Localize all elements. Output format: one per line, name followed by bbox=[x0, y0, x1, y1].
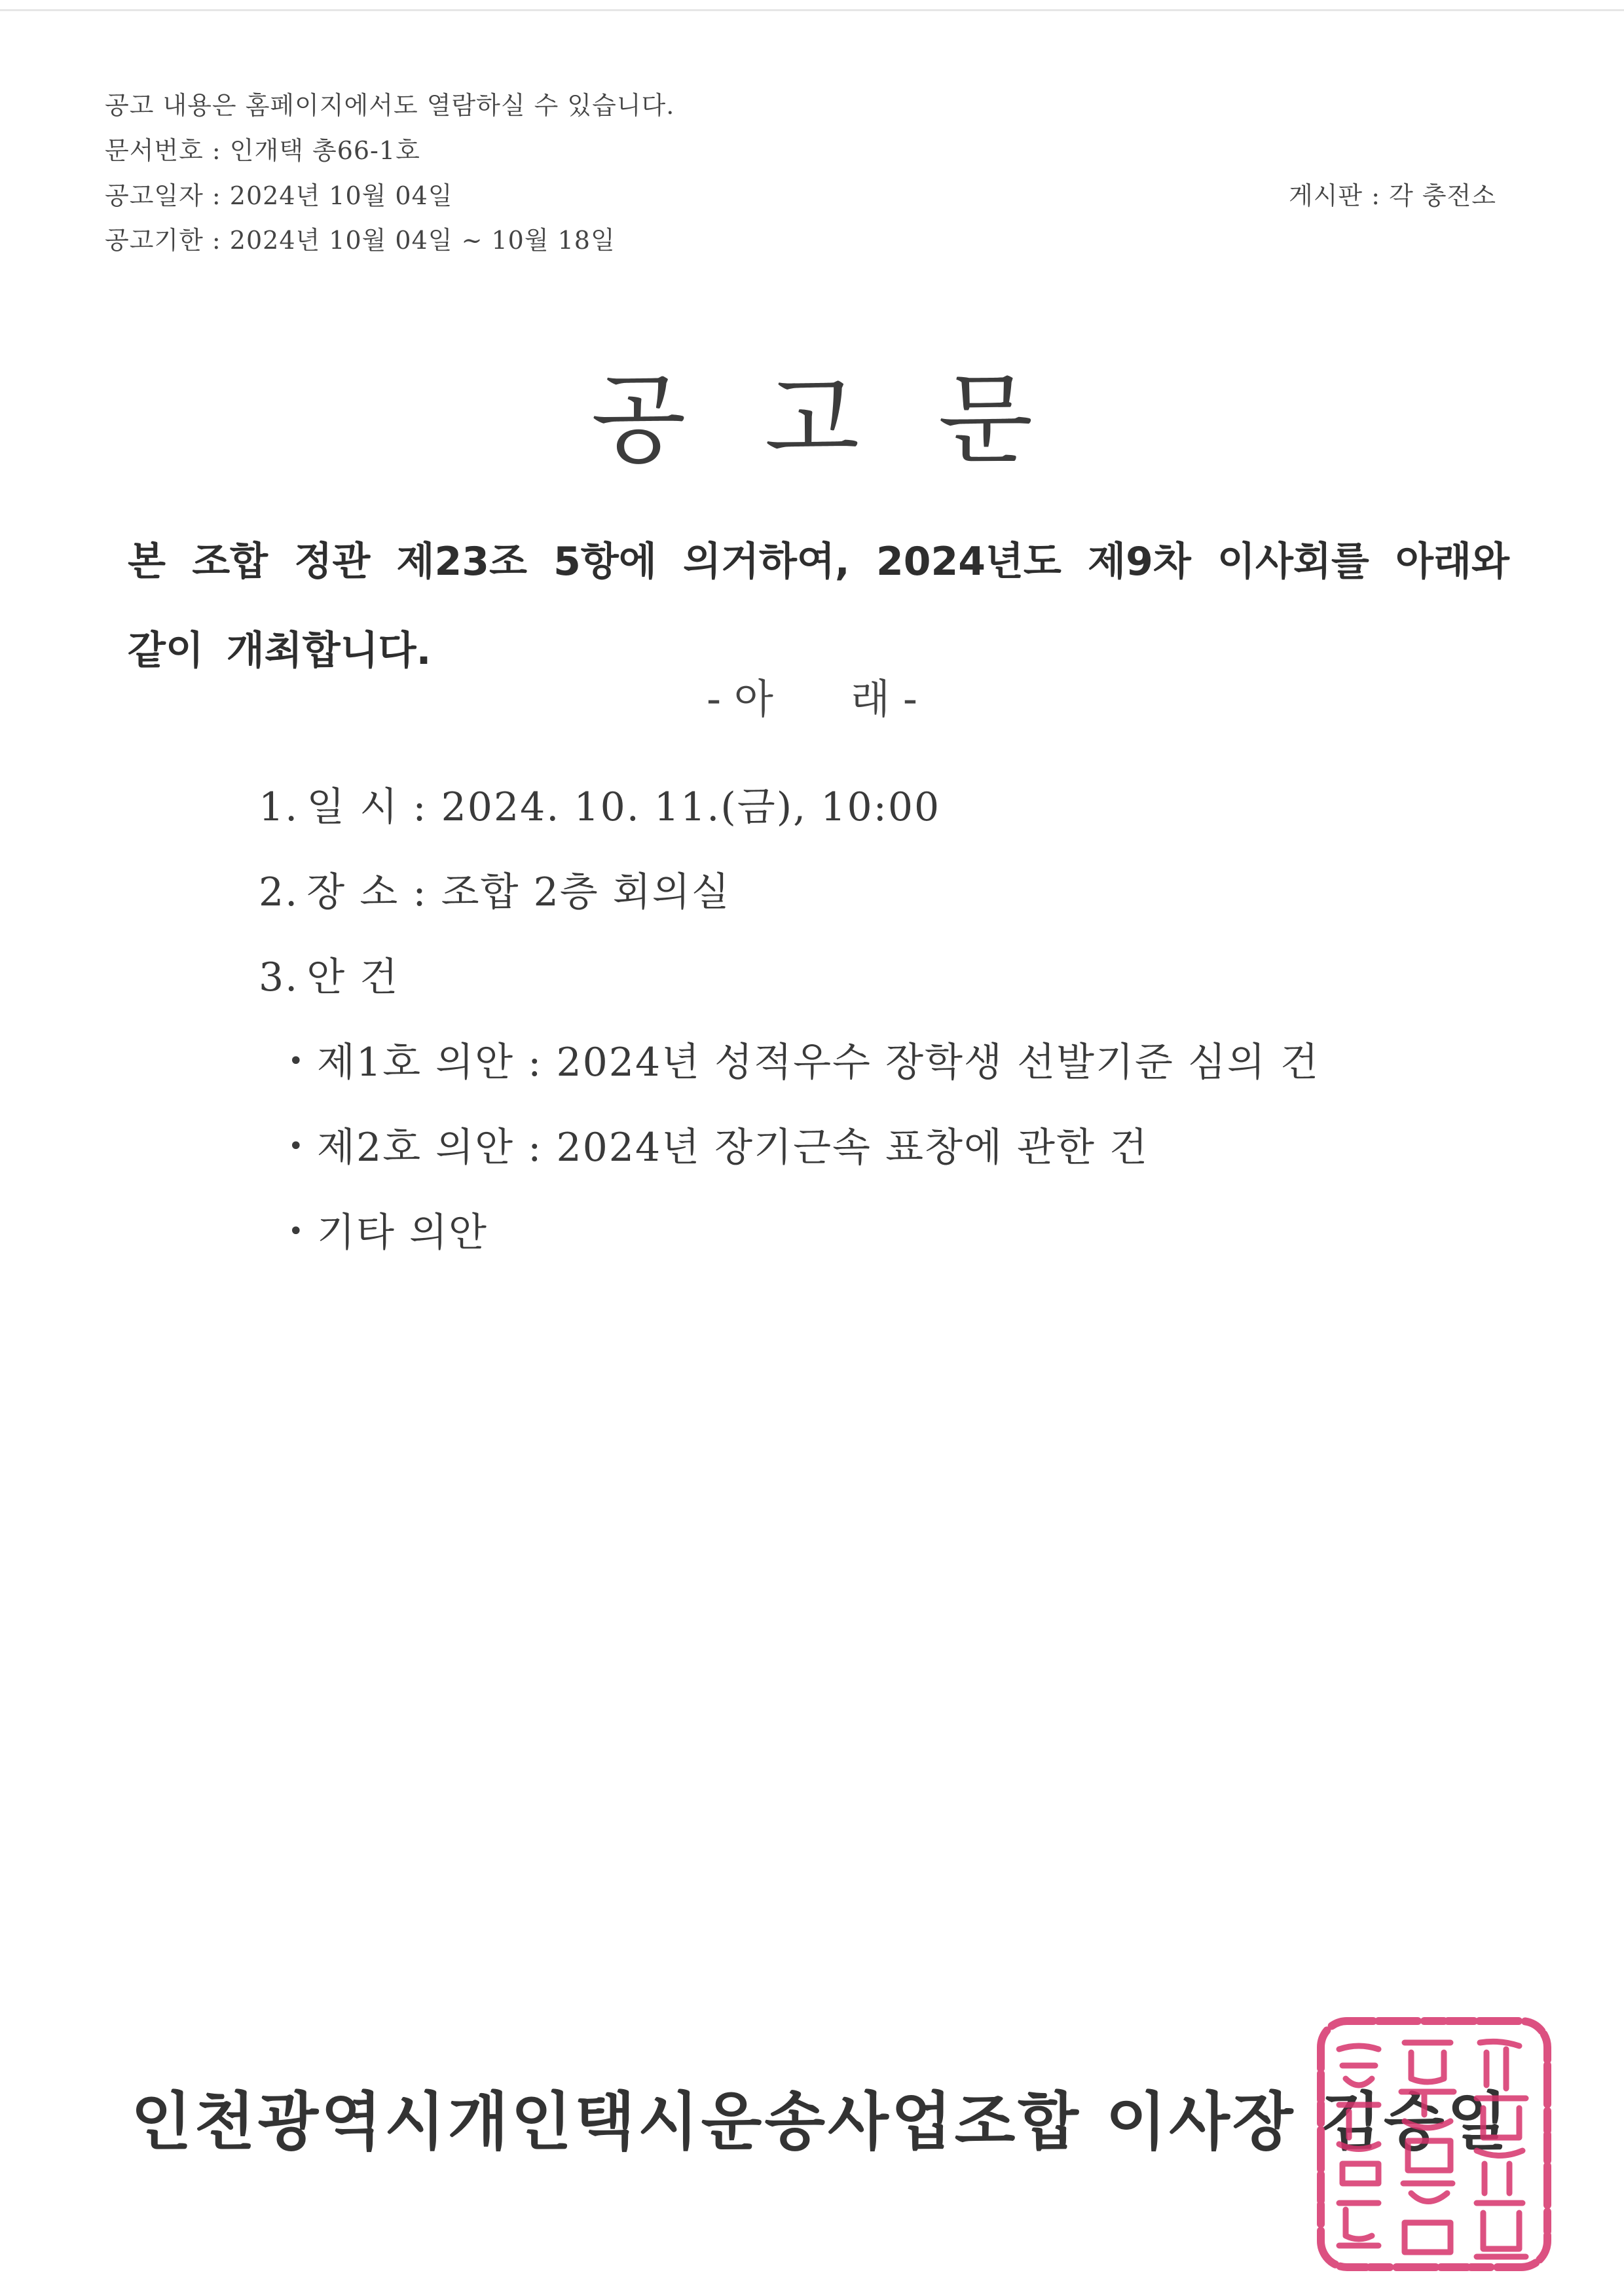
homepage-notice-line: 공고 내용은 홈페이지에서도 열람하실 수 있습니다. bbox=[105, 91, 675, 120]
agenda-item-1 bbox=[288, 1031, 1320, 1087]
agenda-item-3 bbox=[288, 1201, 488, 1258]
item-text: 안 건 bbox=[306, 955, 399, 1000]
below-heading: - 아 래 - bbox=[706, 675, 918, 723]
document-number: 문서번호 : 인개택 총66-1호 bbox=[105, 136, 420, 165]
item-number: 3. bbox=[259, 955, 299, 1000]
item-number: 2. bbox=[259, 869, 299, 915]
intro-paragraph: 본 조합 정관 제23조 5항에 의거하여, 2024년도 제9차 이사회를 아래와 같이 개최합니다. bbox=[128, 539, 1509, 674]
document-title: 공고문 bbox=[591, 363, 1112, 477]
notice-period: 공고기한 : 2024년 10월 04일 ~ 10월 18일 bbox=[105, 226, 616, 255]
bulletin-board-label: 게시판 : 각 충전소 bbox=[1289, 181, 1496, 210]
item-location bbox=[259, 861, 731, 917]
item-agenda bbox=[259, 946, 399, 1002]
bullet-icon: • bbox=[288, 1131, 305, 1162]
item-number: 1. bbox=[259, 784, 299, 830]
item-text: 일 시 : 2024. 10. 11.(금), 10:00 bbox=[306, 784, 941, 830]
item-datetime bbox=[259, 776, 940, 832]
agenda-text: 기타 의안 bbox=[317, 1210, 488, 1256]
agenda-text: 제2호 의안 : 2024년 장기근속 표창에 관한 건 bbox=[317, 1125, 1149, 1171]
bullet-icon: • bbox=[288, 1046, 305, 1077]
bullet-icon: • bbox=[288, 1216, 305, 1247]
notice-date: 공고일자 : 2024년 10월 04일 bbox=[105, 181, 453, 210]
item-text: 장 소 : 조합 2층 회의실 bbox=[306, 869, 731, 915]
signature-line: 인천광역시개인택시운송사업조합 이사장 김승일 bbox=[131, 2085, 1511, 2159]
official-seal-icon bbox=[1313, 2013, 1555, 2275]
agenda-text: 제1호 의안 : 2024년 성적우수 장학생 선발기준 심의 건 bbox=[317, 1040, 1320, 1085]
scan-edge-line bbox=[0, 9, 1624, 11]
agenda-item-2 bbox=[288, 1116, 1149, 1173]
